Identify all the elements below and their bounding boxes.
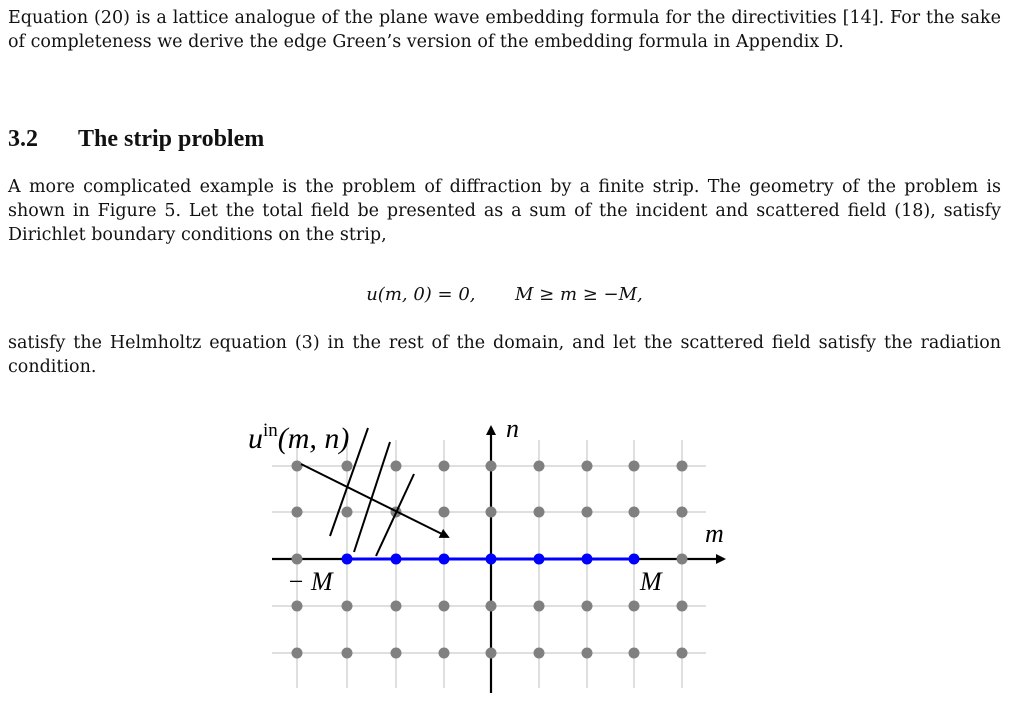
lattice-node: [292, 554, 303, 565]
lattice-node: [629, 461, 640, 472]
lattice-node: [582, 507, 593, 518]
lattice-node: [677, 554, 688, 565]
lattice-node: [534, 648, 545, 659]
equation-condition: M ≥ m ≥ −M,: [514, 284, 643, 305]
lattice-node: [582, 648, 593, 659]
lattice-node: [486, 507, 497, 518]
lattice-node: [534, 461, 545, 472]
strip-intro-paragraph: A more complicated example is the problem of diffraction by a finite strip. The geometry of the problem is shown in Figure 5. Let the total field be presented as a sum of the incident and scattered field (18), satisfy Dirichlet boundary conditions on the strip,: [8, 177, 1001, 245]
lattice-node: [486, 601, 497, 612]
lattice-node: [486, 648, 497, 659]
lattice-node: [629, 601, 640, 612]
strip-node: [342, 554, 353, 565]
lattice-node: [677, 648, 688, 659]
axis-m-label: m: [705, 519, 724, 548]
lattice-node: [439, 507, 450, 518]
lattice-node: [391, 648, 402, 659]
lattice-node: [391, 461, 402, 472]
lattice-node: [486, 461, 497, 472]
strip-node: [486, 554, 497, 565]
lattice-node: [292, 648, 303, 659]
lattice-node: [292, 461, 303, 472]
lattice-node: [439, 648, 450, 659]
lattice-node: [292, 507, 303, 518]
lattice-node: [677, 601, 688, 612]
lattice-node: [342, 507, 353, 518]
lattice-node: [342, 461, 353, 472]
lattice-node: [439, 601, 450, 612]
lattice-node: [582, 601, 593, 612]
incident-label-sup: in: [263, 420, 278, 441]
equation-lhs: u(m, 0) = 0,: [366, 284, 476, 305]
lattice-node: [677, 461, 688, 472]
incident-label-u: u: [248, 422, 263, 455]
incident-label-args: (m, n): [277, 422, 350, 455]
lattice-node: [629, 507, 640, 518]
lattice-node: [629, 648, 640, 659]
strip-node: [582, 554, 593, 565]
incident-wave-label: [248, 420, 349, 455]
lattice-node: [342, 648, 353, 659]
intro-paragraph: Equation (20) is a lattice analogue of the plane wave embedding formula for the directivities [14]. For the sake of completeness we derive the edge Green’s version of the embedding formula in Appendix D.: [8, 8, 1001, 52]
lattice-node: [534, 507, 545, 518]
incident-direction-arrow: [301, 464, 448, 537]
lattice-node: [677, 507, 688, 518]
strip-node: [391, 554, 402, 565]
M-label: M: [640, 567, 662, 596]
wavefront-line: [376, 474, 414, 556]
lattice-node: [342, 601, 353, 612]
strip-node: [534, 554, 545, 565]
lattice-node: [439, 461, 450, 472]
lattice-node: [582, 461, 593, 472]
strip-node: [439, 554, 450, 565]
lattice-node: [292, 601, 303, 612]
lattice-node: [391, 601, 402, 612]
radiation-condition-paragraph: satisfy the Helmholtz equation (3) in the rest of the domain, and let the scattered field satisfy the radiation condition.: [8, 333, 1001, 377]
section-title: The strip problem: [78, 126, 265, 152]
lattice-node: [534, 601, 545, 612]
section-number: 3.2: [8, 126, 38, 152]
minus-M-label: − M: [287, 567, 333, 596]
strip-node: [629, 554, 640, 565]
axis-n-label: n: [506, 414, 519, 443]
